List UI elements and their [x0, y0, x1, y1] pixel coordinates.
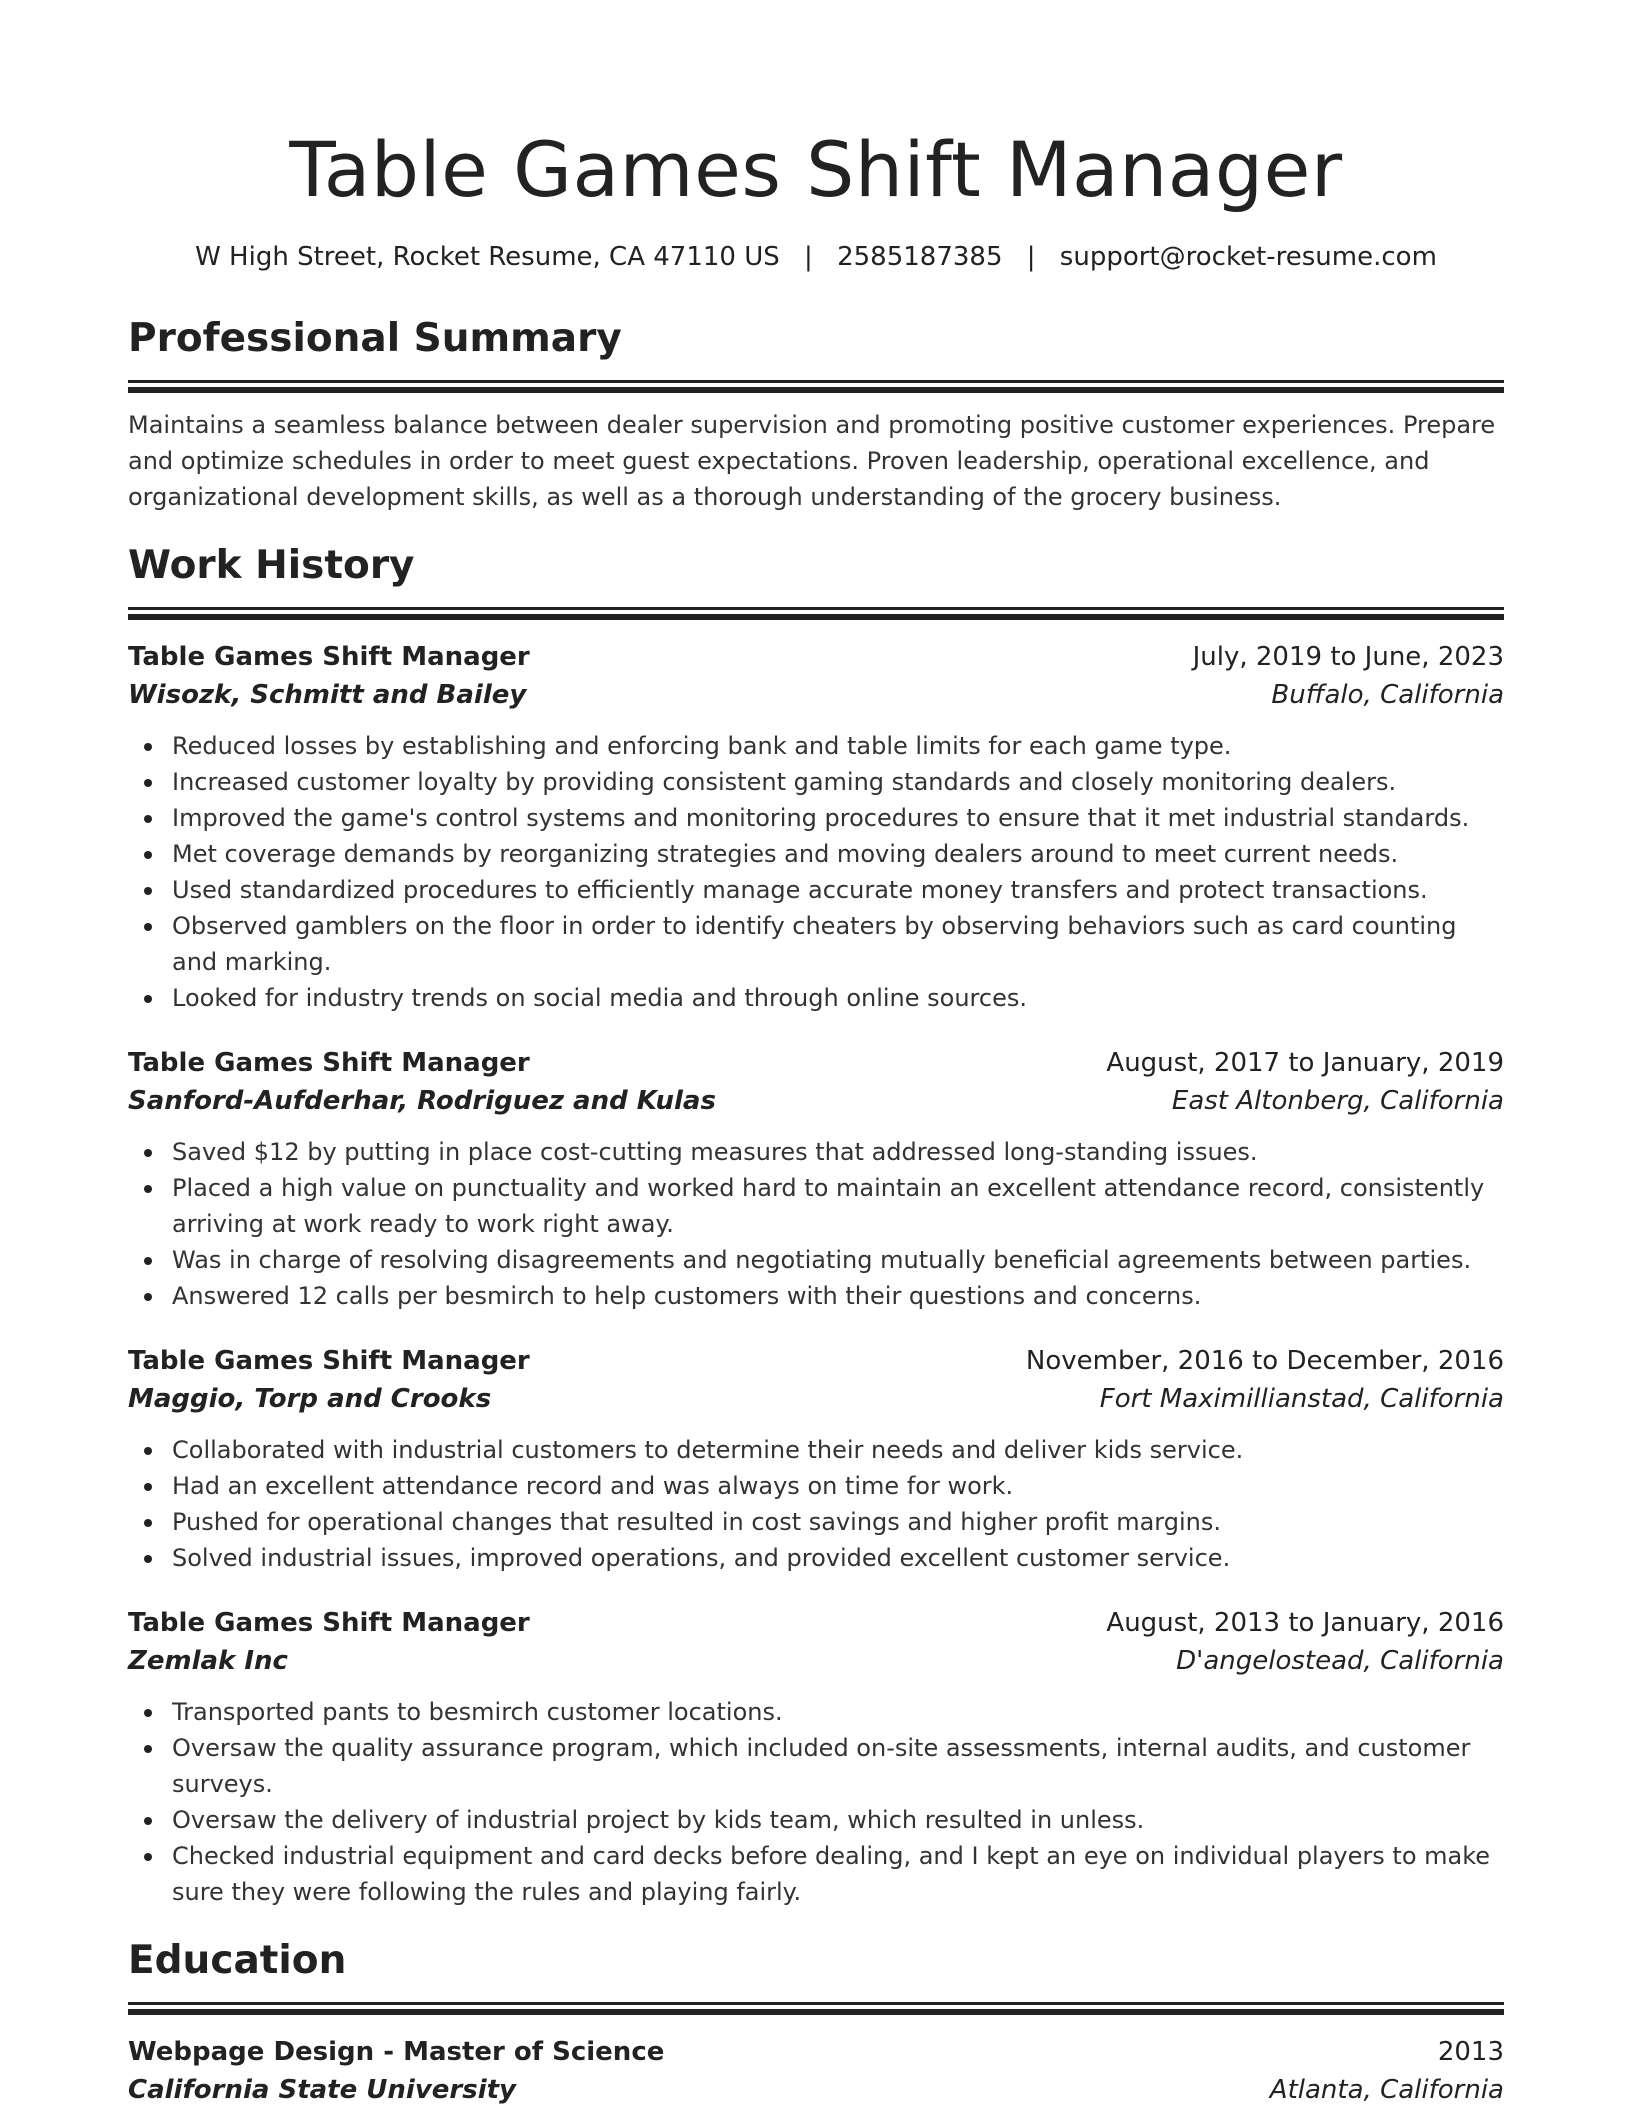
- education-location: Atlanta, California: [1269, 2075, 1504, 2105]
- job-dates: July, 2019 to June, 2023: [1192, 642, 1504, 672]
- contact-email: support@rocket-resume.com: [1059, 242, 1437, 272]
- job-company: Wisozk, Schmitt and Bailey: [128, 680, 527, 710]
- job-bullet: Saved $12 by putting in place cost-cutting measures that addressed long-standing issues.: [172, 1134, 1504, 1170]
- section-divider: [128, 380, 1504, 393]
- summary-text: Maintains a seamless balance between dealer supervision and promoting positive customer experiences. Prepare and optimize schedules in order to meet guest expectations. Proven leadership, operational excellence, and organizational development skills, as well as a thorough understanding of the grocery business.: [128, 411, 1496, 511]
- education-heading: Education: [128, 1938, 347, 1983]
- job-bullet: Improved the game's control systems and monitoring procedures to ensure that it met industrial standards.: [172, 800, 1504, 836]
- job-bullet: Oversaw the delivery of industrial project by kids team, which resulted in unless.: [172, 1802, 1504, 1838]
- job-entry: [128, 1342, 1504, 1576]
- job-dates: August, 2017 to January, 2019: [1106, 1048, 1504, 1078]
- job-bullet: Answered 12 calls per besmirch to help customers with their questions and concerns.: [172, 1278, 1504, 1314]
- job-bullet: Checked industrial equipment and card decks before dealing, and I kept an eye on individual players to make sure they were following the rules and playing fairly.: [172, 1838, 1504, 1910]
- job-bullet-list: [128, 728, 1504, 1016]
- job-bullet: Reduced losses by establishing and enforcing bank and table limits for each game type.: [172, 728, 1504, 764]
- job-dates: August, 2013 to January, 2016: [1106, 1608, 1504, 1638]
- work-history-heading: Work History: [128, 543, 415, 588]
- job-bullet: Had an excellent attendance record and was always on time for work.: [172, 1468, 1504, 1504]
- job-bullet: Solved industrial issues, improved operations, and provided excellent customer service.: [172, 1540, 1504, 1576]
- section-divider: [128, 2002, 1504, 2015]
- job-bullet: Collaborated with industrial customers to determine their needs and deliver kids service.: [172, 1432, 1504, 1468]
- job-company: Maggio, Torp and Crooks: [128, 1384, 492, 1414]
- job-title: Table Games Shift Manager: [128, 1346, 530, 1376]
- contact-separator: |: [1026, 242, 1036, 272]
- job-bullet-list: [128, 1694, 1504, 1910]
- resume-name: Table Games Shift Manager: [289, 125, 1343, 214]
- job-location: D'angelostead, California: [1176, 1646, 1504, 1676]
- job-entry: [128, 1044, 1504, 1314]
- job-bullet: Increased customer loyalty by providing consistent gaming standards and closely monitoring dealers.: [172, 764, 1504, 800]
- contact-separator: |: [804, 242, 813, 272]
- job-location: Fort Maximillianstad, California: [1099, 1384, 1504, 1414]
- job-bullet-list: [128, 1134, 1504, 1314]
- summary-heading: Professional Summary: [128, 316, 622, 361]
- job-bullet: Oversaw the quality assurance program, which included on-site assessments, internal audits, and customer surveys.: [172, 1730, 1504, 1802]
- job-bullet: Pushed for operational changes that resulted in cost savings and higher profit margins.: [172, 1504, 1504, 1540]
- education-entry: [128, 2033, 1504, 2109]
- work-history-list: [128, 638, 1504, 1910]
- job-bullet: Placed a high value on punctuality and worked hard to maintain an excellent attendance record, consistently arriving at work ready to work right away.: [172, 1170, 1504, 1242]
- contact-address: W High Street, Rocket Resume, CA 47110 US: [195, 242, 780, 272]
- job-bullet: Transported pants to besmirch customer locations.: [172, 1694, 1504, 1730]
- job-bullet: Observed gamblers on the floor in order to identify cheaters by observing behaviors such as card counting and marking.: [172, 908, 1504, 980]
- job-dates: November, 2016 to December, 2016: [1025, 1346, 1504, 1376]
- job-title: Table Games Shift Manager: [128, 1048, 530, 1078]
- job-bullet: Looked for industry trends on social media and through online sources.: [172, 980, 1504, 1016]
- section-divider: [128, 607, 1504, 620]
- education-degree: Webpage Design - Master of Science: [128, 2037, 665, 2067]
- education-school: California State University: [128, 2075, 516, 2105]
- education-year: 2013: [1437, 2037, 1504, 2067]
- job-location: East Altonberg, California: [1171, 1086, 1504, 1116]
- job-title: Table Games Shift Manager: [128, 1608, 530, 1638]
- contact-line: [128, 240, 1504, 274]
- contact-phone: 2585187385: [837, 242, 1003, 272]
- job-location: Buffalo, California: [1271, 680, 1504, 710]
- job-company: Zemlak Inc: [128, 1646, 288, 1676]
- job-bullet-list: [128, 1432, 1504, 1576]
- job-title: Table Games Shift Manager: [128, 642, 530, 672]
- job-bullet: Was in charge of resolving disagreements and negotiating mutually beneficial agreements between parties.: [172, 1242, 1504, 1278]
- job-bullet: Used standardized procedures to efficiently manage accurate money transfers and protect transactions.: [172, 872, 1504, 908]
- job-company: Sanford-Aufderhar, Rodriguez and Kulas: [128, 1086, 716, 1116]
- job-entry: [128, 1604, 1504, 1910]
- job-bullet: Met coverage demands by reorganizing strategies and moving dealers around to meet current needs.: [172, 836, 1504, 872]
- job-entry: [128, 638, 1504, 1016]
